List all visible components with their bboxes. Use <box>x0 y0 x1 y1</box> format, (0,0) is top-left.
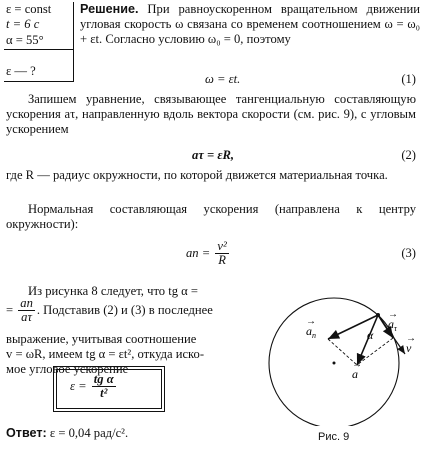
equation-1: ω = εt. <box>205 72 241 86</box>
equation-3-fraction <box>215 240 228 267</box>
given-block <box>6 2 72 79</box>
label-a-arrow: → <box>352 359 362 370</box>
equation-2: aτ = εR, <box>192 148 235 162</box>
equation-3-number: (3) <box>401 246 416 260</box>
result-lhs: ε = <box>70 378 87 393</box>
result-fraction <box>92 373 116 400</box>
figure-caption: Рис. 9 <box>318 431 350 443</box>
result-formula <box>70 373 118 400</box>
equation-3-lhs: an = <box>186 245 211 260</box>
solution-label: Решение. <box>80 2 139 16</box>
paragraph-tg-line-2-rest: . Подставив (2) и (3) в последнее <box>36 302 213 317</box>
solution-intro <box>80 2 420 48</box>
equation-3-denominator: R <box>218 253 226 267</box>
answer-line <box>6 426 128 441</box>
equation-3-numerator: v² <box>217 239 227 253</box>
tg-fraction-top: an <box>20 296 33 310</box>
label-at-arrow: → <box>388 309 398 320</box>
find-line: ε — ? <box>6 63 36 78</box>
figure-circle-diagram <box>262 286 422 426</box>
answer-value: ε = 0,04 рад/с². <box>49 426 129 440</box>
given-line-2: t = 6 c <box>6 17 40 32</box>
circle-center <box>333 362 336 365</box>
equation-3 <box>186 240 231 267</box>
label-alpha: α <box>367 328 374 342</box>
given-divider-bottom <box>4 81 73 82</box>
solution-intro-text: При равноускоренном вращательном движении угловая скорость ω связана со временем соотношением ω = ω₀ + εt. Согласно условию ω₀ = 0, поэтому <box>80 2 420 47</box>
paragraph-tg-line-5: мое угловое ускорение <box>6 362 129 376</box>
paragraph-radius: где R — радиус окружности, по которой движется материальная точка. <box>6 168 388 182</box>
answer-label: Ответ: <box>6 426 47 440</box>
result-numerator: tg α <box>93 372 114 386</box>
result-denominator: t² <box>100 386 108 400</box>
label-an: $a_n$ <box>306 324 316 340</box>
given-divider-vertical <box>73 2 74 82</box>
given-line-3: α = 55° <box>6 32 44 47</box>
paragraph-tg-line-1: Из рисунка 8 следует, что tg α = <box>28 284 199 298</box>
label-v-arrow: → <box>406 333 416 344</box>
label-an-arrow: → <box>306 316 316 327</box>
paragraph-tg-line-2: = $\frac{an}{a\tau}$ . Подставив (2) и (3) в последнее <box>6 296 213 324</box>
label-v: v <box>406 341 412 355</box>
paragraph-tangential: Запишем уравнение, связывающее тангенциальную составляющую ускорения aτ, направленную вдоль вектора скорости (см. рис. 9), с угловым ускорением <box>6 92 416 137</box>
given-divider-middle <box>4 49 73 50</box>
paragraph-tg-line-3: выражение, учитывая соотношение <box>6 332 197 346</box>
tg-fraction <box>18 297 35 324</box>
label-a: a <box>352 367 358 381</box>
equation-1-number: (1) <box>401 72 416 86</box>
equation-2-number: (2) <box>401 148 416 162</box>
given-line-1: ε = const <box>6 2 52 16</box>
paragraph-tg-line-4: v = ωR, имеем tg α = εt², откуда иско- <box>6 347 205 361</box>
tg-fraction-bottom: aτ <box>21 310 32 324</box>
paragraph-normal: Нормальная составляющая ускорения (направлена к центру окружности): <box>6 202 416 232</box>
label-at: $a_\tau$ <box>388 317 397 333</box>
